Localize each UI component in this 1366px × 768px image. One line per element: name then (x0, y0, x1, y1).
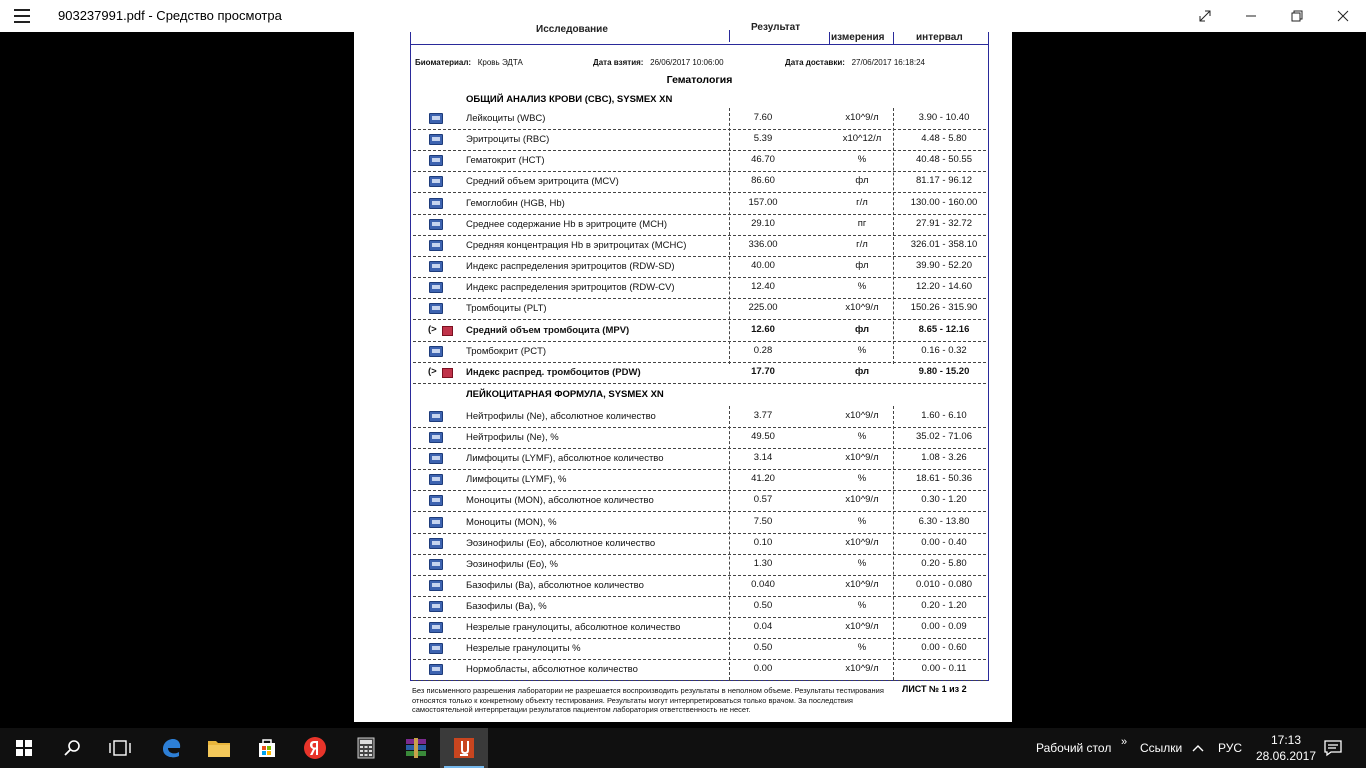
close-icon[interactable] (1320, 0, 1366, 32)
hamburger-menu-icon[interactable] (14, 9, 30, 23)
test-value: 3.77 (753, 410, 773, 421)
group-title-diff: ЛЕЙКОЦИТАРНАЯ ФОРМУЛА, SYSMEX XN (466, 389, 664, 400)
test-unit: % (857, 515, 867, 527)
store-icon[interactable] (243, 728, 291, 768)
test-reference: 39.90 - 52.20 (916, 260, 972, 272)
test-unit: г/л (856, 196, 868, 208)
test-unit: x10^9/л (845, 578, 879, 590)
table-row (413, 617, 986, 639)
flag-high-icon (442, 326, 453, 336)
test-name: Средний объем эритроцита (MCV) (466, 176, 619, 188)
test-value: 1.30 (753, 557, 773, 569)
test-unit: x10^9/л (845, 494, 879, 506)
test-value: 0.040 (751, 578, 775, 590)
desktop-toolbar[interactable]: Рабочий стол (1036, 741, 1112, 755)
test-value: 0.10 (753, 536, 773, 548)
table-row (413, 533, 986, 555)
result-status-icon (429, 198, 443, 209)
test-name: Гемоглобин (HGB, Hb) (466, 197, 565, 209)
window-title: 903237991.pdf - Средство просмотра (58, 8, 282, 23)
header-units: измерения (831, 32, 885, 43)
table-row (413, 256, 986, 278)
result-status-icon (429, 303, 443, 314)
test-name: Индекс распределения эритроцитов (RDW-CV) (466, 282, 675, 294)
test-value: 41.20 (751, 473, 775, 485)
calculator-icon[interactable] (342, 728, 390, 768)
table-row (413, 362, 986, 384)
column-divider (893, 108, 894, 364)
flag-high-marker: (> (428, 365, 437, 377)
test-reference: 4.48 - 5.80 (921, 133, 967, 145)
result-status-icon (429, 517, 443, 528)
test-reference: 12.20 - 14.60 (916, 281, 972, 293)
test-name: Индекс распределения эритроцитов (RDW-SD) (466, 261, 675, 273)
result-status-icon (429, 580, 443, 591)
table-row (413, 129, 986, 151)
header-divider (829, 32, 830, 44)
result-status-icon (429, 538, 443, 549)
result-status-icon (429, 622, 443, 633)
links-toolbar[interactable]: Ссылки (1140, 741, 1183, 755)
test-unit: фл (854, 365, 870, 377)
test-unit: % (857, 431, 867, 443)
table-row (413, 235, 986, 257)
test-value: 0.04 (753, 621, 773, 632)
table-header (411, 22, 988, 44)
test-unit: x10^9/л (845, 302, 879, 314)
column-divider (893, 406, 894, 680)
test-value: 40.00 (751, 260, 775, 272)
table-row (413, 214, 986, 236)
test-reference: 0.20 - 1.20 (921, 599, 967, 611)
result-status-icon (429, 346, 443, 357)
table-row (413, 298, 986, 320)
test-name: Гематокрит (HCT) (466, 155, 545, 167)
column-divider (729, 108, 730, 364)
test-unit: % (857, 154, 867, 166)
table-row (413, 638, 986, 660)
test-value: 12.40 (751, 281, 775, 293)
result-status-icon (429, 432, 443, 443)
test-unit: фл (855, 175, 869, 187)
test-value: 0.50 (753, 642, 773, 654)
test-unit: x10^9/л (845, 112, 879, 123)
toolbar-chevron-icon[interactable]: » (1121, 736, 1128, 748)
disclaimer-text: Без письменного разрешения лаборатории не разрешается воспроизводить результаты в неполном объеме. Результаты тестирования относятся только к конкретному объекту тестирования. Результаты могут интерпретироваться только врачом. За последствия самостоятельной интерпретации результатов пациентом лаборатория ответственность не несет. (412, 686, 884, 714)
test-name: Индекс распред. тромбоцитов (PDW) (466, 366, 641, 378)
test-reference: 130.00 - 160.00 (910, 196, 978, 208)
result-status-icon (429, 453, 443, 464)
column-divider (729, 406, 730, 680)
edge-icon[interactable] (147, 728, 195, 768)
test-unit: фл (855, 260, 869, 272)
result-status-icon (429, 134, 443, 145)
winrar-icon[interactable] (392, 728, 440, 768)
table-row (413, 193, 986, 215)
test-name: Моноциты (MON), абсолютное количество (466, 495, 654, 507)
test-unit: фл (854, 323, 870, 335)
test-reference: 150.26 - 315.90 (910, 302, 978, 314)
test-name: Тромбокрит (PCT) (466, 345, 547, 357)
test-unit: % (857, 344, 867, 356)
task-view-icon[interactable] (96, 728, 144, 768)
table-row (413, 596, 986, 618)
sheet-number: ЛИСТ № 1 из 2 (902, 684, 967, 694)
test-value: 5.39 (753, 133, 773, 145)
test-name: Незрелые гранулоциты % (466, 643, 581, 655)
header-underline (411, 44, 988, 45)
table-row (413, 277, 986, 299)
test-reference: 1.60 - 6.10 (921, 410, 967, 421)
taskbar (0, 728, 1366, 768)
test-reference: 0.20 - 5.80 (921, 557, 967, 569)
result-status-icon (429, 176, 443, 187)
tray-up-chevron-icon[interactable] (1192, 728, 1204, 768)
pdf-page (354, 22, 1012, 722)
result-status-icon (429, 664, 443, 675)
result-status-icon (429, 559, 443, 570)
search-icon[interactable] (48, 728, 96, 768)
test-unit: г/л (856, 238, 868, 250)
test-value: 3.14 (753, 452, 773, 464)
result-status-icon (429, 643, 443, 654)
yandex-browser-icon[interactable] (291, 728, 339, 768)
table-row (413, 108, 986, 130)
test-reference: 326.01 - 358.10 (910, 238, 978, 250)
test-reference: 0.010 - 0.080 (916, 578, 972, 590)
test-unit: x10^9/л (845, 621, 879, 632)
result-status-icon (429, 113, 443, 124)
result-status-icon (429, 219, 443, 230)
test-value: 86.60 (751, 175, 775, 187)
table-row (413, 469, 986, 491)
header-divider (893, 32, 894, 44)
test-reference: 0.00 - 0.40 (921, 536, 967, 548)
test-reference: 9.80 - 15.20 (918, 365, 970, 377)
fullscreen-icon[interactable] (1182, 0, 1228, 32)
result-status-icon (429, 601, 443, 612)
test-name: Лимфоциты (LYMF), абсолютное количество (466, 453, 664, 465)
test-reference: 6.30 - 13.80 (918, 515, 970, 527)
clock-time: 17:13 (1270, 733, 1302, 747)
result-status-icon (429, 282, 443, 293)
test-name: Тромбоциты (PLT) (466, 303, 547, 315)
clock[interactable] (1253, 728, 1319, 768)
table-row (413, 554, 986, 576)
test-unit: % (857, 473, 867, 485)
table-row (413, 320, 986, 342)
restore-icon[interactable] (1274, 0, 1320, 32)
pdf-viewer-icon[interactable] (440, 728, 488, 768)
clock-date: 28.06.2017 (1255, 749, 1317, 763)
document-viewer[interactable] (0, 22, 1366, 728)
file-explorer-icon[interactable] (195, 728, 243, 768)
test-value: 46.70 (751, 154, 775, 166)
test-value: 225.00 (748, 302, 778, 314)
table-row (413, 341, 986, 363)
test-reference: 0.30 - 1.20 (921, 494, 967, 506)
windows-start-icon[interactable] (0, 728, 48, 768)
test-name: Эритроциты (RBC) (466, 134, 550, 146)
test-reference: 0.00 - 0.11 (921, 663, 967, 675)
minimize-icon[interactable] (1228, 0, 1274, 32)
test-value: 0.28 (753, 344, 773, 356)
test-value: 29.10 (751, 217, 775, 229)
test-unit: % (857, 557, 867, 569)
test-name: Средний объем тромбоцита (MPV) (466, 324, 630, 336)
group-title-cbc: ОБЩИЙ АНАЛИЗ КРОВИ (CBC), SYSMEX XN (466, 94, 673, 105)
table-row (413, 406, 986, 428)
test-unit: x10^12/л (842, 133, 882, 145)
test-name: Незрелые гранулоциты, абсолютное количество (466, 622, 681, 633)
test-name: Лейкоциты (WBC) (466, 113, 546, 124)
test-value: 0.00 (753, 663, 773, 675)
header-ref: интервал (916, 32, 963, 43)
biomaterial: Биоматериал: Кровь ЭДТА (415, 58, 523, 67)
header-test: Исследование (536, 24, 608, 35)
test-reference: 18.61 - 50.36 (916, 473, 972, 485)
test-unit: x10^9/л (845, 410, 879, 421)
test-unit: x10^9/л (845, 536, 879, 548)
test-value: 12.60 (751, 323, 775, 335)
test-name: Лимфоциты (LYMF), % (466, 474, 567, 486)
flag-high-icon (442, 368, 453, 378)
test-unit: x10^9/л (845, 452, 879, 464)
table-row (413, 150, 986, 172)
test-unit: % (857, 599, 867, 611)
test-value: 7.50 (753, 515, 773, 527)
test-reference: 0.00 - 0.09 (921, 621, 967, 632)
flag-high-marker: (> (428, 323, 437, 335)
table-row (413, 448, 986, 470)
test-reference: 0.16 - 0.32 (921, 344, 967, 356)
notification-center-icon[interactable] (1324, 728, 1342, 768)
section-title: Гематология (666, 74, 733, 86)
result-status-icon (429, 495, 443, 506)
test-name: Моноциты (MON), % (466, 516, 557, 528)
test-value: 7.60 (753, 112, 773, 123)
table-row (413, 490, 986, 512)
date-taken: Дата взятия: 26/06/2017 10:06:00 (593, 58, 724, 67)
table-row (413, 659, 986, 681)
language-indicator[interactable]: РУС (1218, 741, 1243, 755)
test-value: 0.57 (753, 494, 773, 506)
test-unit: x10^9/л (845, 663, 879, 675)
test-name: Базофилы (Ba), абсолютное количество (466, 579, 644, 591)
table-row (413, 512, 986, 534)
test-name: Нейтрофилы (Ne), % (466, 432, 559, 444)
header-divider (729, 30, 730, 42)
results-table (410, 22, 989, 681)
date-delivered: Дата доставки: 27/06/2017 16:18:24 (785, 58, 925, 67)
test-reference: 35.02 - 71.06 (916, 431, 972, 443)
result-status-icon (429, 411, 443, 422)
table-row (413, 575, 986, 597)
header-result: Результат (751, 22, 801, 33)
result-status-icon (429, 261, 443, 272)
test-unit: % (857, 281, 867, 293)
test-reference: 1.08 - 3.26 (921, 452, 967, 464)
table-row (413, 427, 986, 449)
test-unit: % (857, 642, 867, 654)
test-value: 157.00 (748, 196, 778, 208)
test-name: Нормобласты, абсолютное количество (466, 664, 638, 676)
test-name: Эозинофилы (Eo), абсолютное количество (466, 537, 656, 549)
test-name: Эозинофилы (Eo), % (466, 558, 559, 570)
test-name: Среднее содержание Hb в эритроците (MCH) (466, 218, 668, 230)
test-name: Базофилы (Ba), % (466, 600, 547, 612)
test-reference: 40.48 - 50.55 (916, 154, 972, 166)
test-name: Нейтрофилы (Ne), абсолютное количество (466, 411, 656, 422)
result-status-icon (429, 240, 443, 251)
test-name: Средняя концентрация Hb в эритроцитах (MCHC) (466, 239, 687, 251)
test-reference: 3.90 - 10.40 (918, 112, 970, 123)
test-value: 0.50 (753, 599, 773, 611)
test-value: 336.00 (748, 238, 778, 250)
test-value: 49.50 (751, 431, 775, 443)
result-status-icon (429, 474, 443, 485)
test-unit: пг (857, 217, 867, 229)
test-reference: 0.00 - 0.60 (921, 642, 967, 654)
test-reference: 81.17 - 96.12 (916, 175, 972, 187)
test-reference: 27.91 - 32.72 (916, 217, 972, 229)
test-value: 17.70 (751, 365, 775, 377)
result-status-icon (429, 155, 443, 166)
table-row (413, 171, 986, 193)
test-reference: 8.65 - 12.16 (918, 323, 970, 335)
